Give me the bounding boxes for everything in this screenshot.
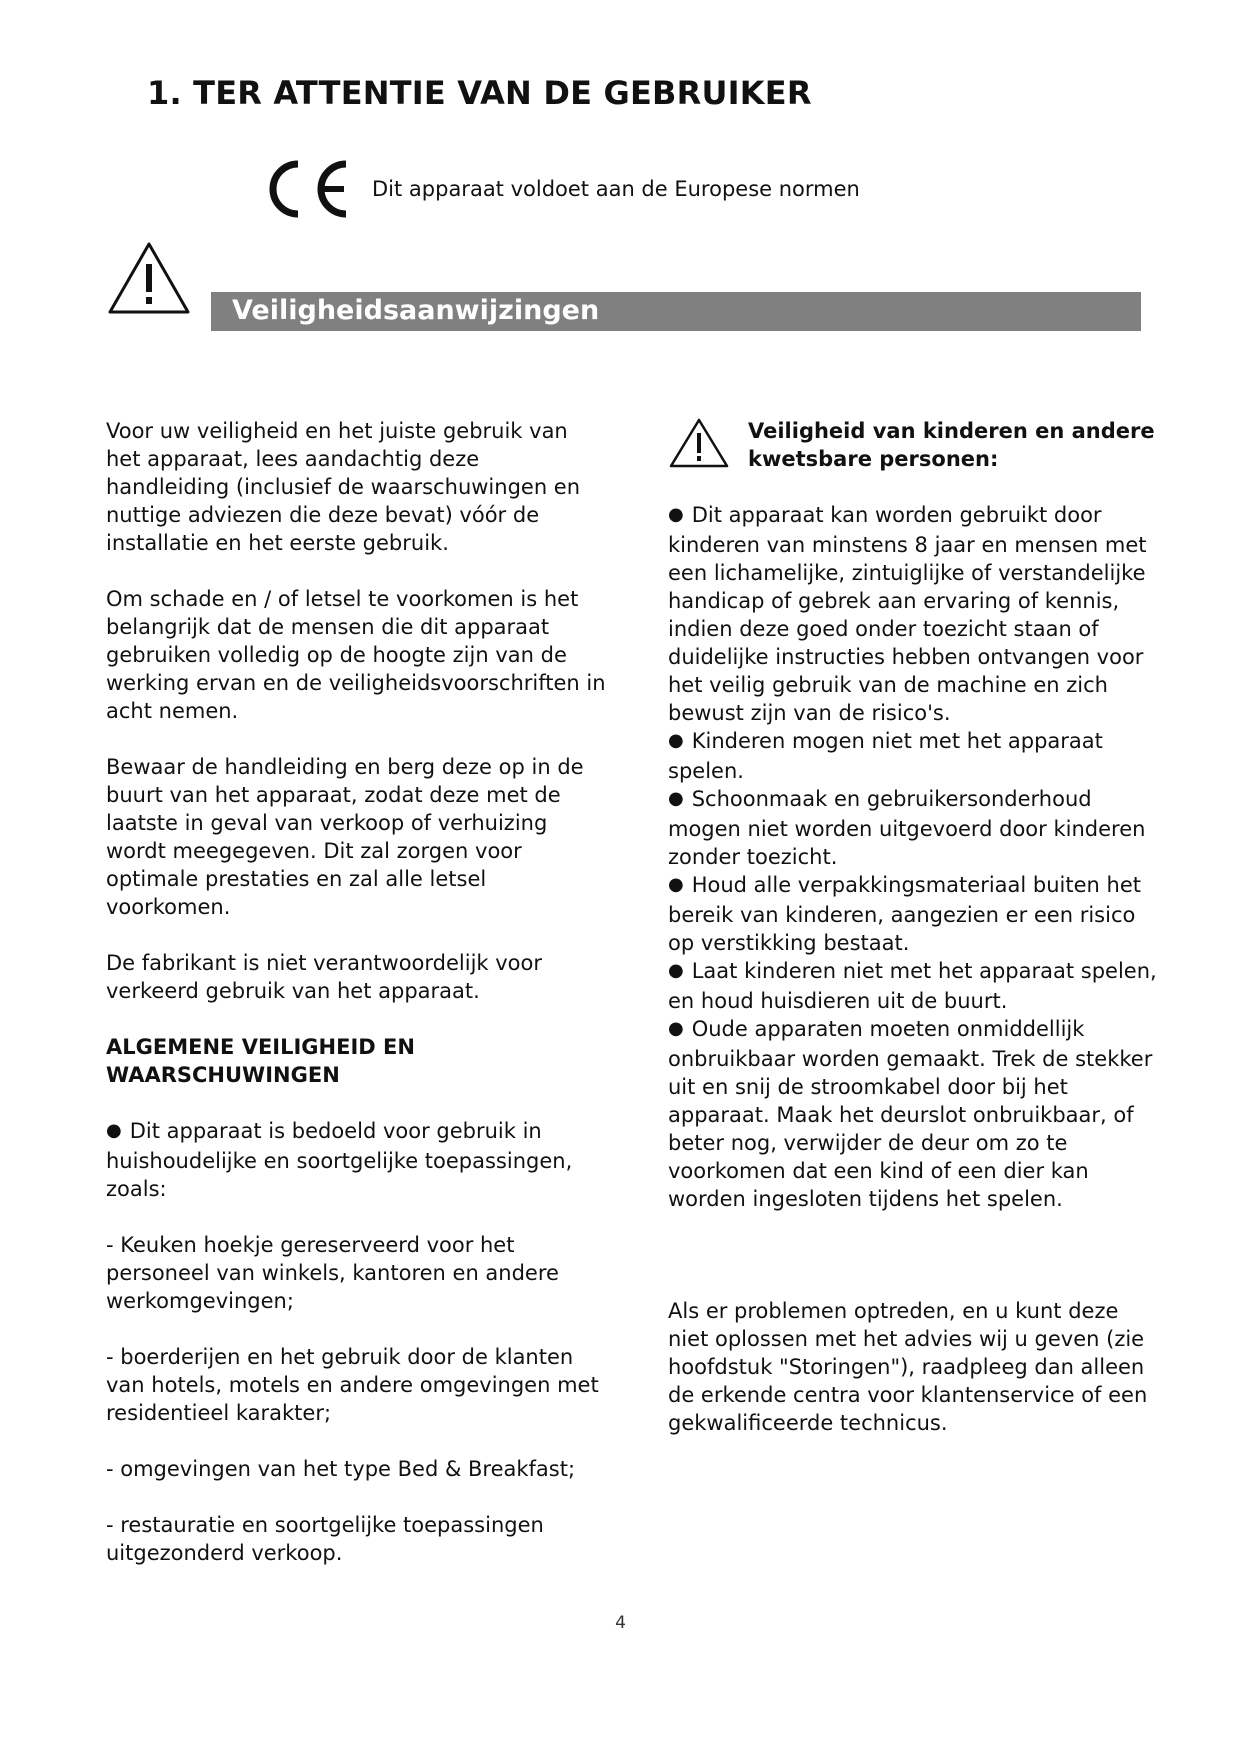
list-item: ● Dit apparaat kan worden gebruikt door kinderen van minstens 8 jaar en mensen met een lichamelijke, zintuiglijke of verstandelijke handicap of gebrek aan ervaring of kennis, indien deze goed onder toezicht staan of duidelijke instructies hebben ontvangen voor het veilig gebruik van de machine en zich bewust zijn van de risico's. bbox=[668, 503, 1147, 725]
list-item: - Keuken hoekje gereserveerd voor het personeel van winkels, kantoren en andere werkomgevingen; bbox=[106, 1233, 559, 1313]
bullet-icon: ● bbox=[668, 960, 684, 981]
bullet-icon: ● bbox=[668, 874, 684, 895]
list-item: ● Dit apparaat is bedoeld voor gebruik in huishoudelijke en soortgelijke toepassingen, zoals: bbox=[106, 1119, 573, 1201]
list-item: - omgevingen van het type Bed & Breakfast; bbox=[106, 1457, 576, 1481]
list-item: ● Houd alle verpakkingsmateriaal buiten het bereik van kinderen, aangezien er een risico op verstikking bestaat. bbox=[668, 873, 1141, 955]
general-safety-heading: ALGEMENE VEILIGHEID EN WAARSCHUWINGEN bbox=[106, 1035, 415, 1087]
children-safety-heading: Veiligheid van kinderen en andere kwetsbare personen: bbox=[748, 419, 1155, 471]
left-column bbox=[106, 417, 606, 1567]
list-item: - restauratie en soortgelijke toepassingen uitgezonderd verkoop. bbox=[106, 1513, 544, 1565]
page-title: 1. TER ATTENTIE VAN DE GEBRUIKER bbox=[147, 74, 812, 112]
right-column bbox=[668, 417, 1158, 1437]
list-item: ● Laat kinderen niet met het apparaat spelen, en houd huisdieren uit de buurt. bbox=[668, 959, 1157, 1013]
ce-compliance-text: Dit apparaat voldoet aan de Europese normen bbox=[372, 177, 860, 201]
liability-paragraph: De fabrikant is niet verantwoordelijk voor verkeerd gebruik van het apparaat. bbox=[106, 951, 543, 1003]
intro-paragraph: Voor uw veiligheid en het juiste gebruik van het apparaat, lees aandachtig deze handleiding (inclusief de waarschuwingen en nuttige adviezen die deze bevat) vóór de installatie en het eerste gebruik. bbox=[106, 419, 581, 555]
service-paragraph: Als er problemen optreden, en u kunt deze niet oplossen met het advies wij u geven (zie hoofdstuk "Storingen"), raadpleeg dan alleen de erkende centra voor klantenservice of een gekwalificeerde technicus. bbox=[668, 1299, 1148, 1435]
damage-paragraph: Om schade en / of letsel te voorkomen is het belangrijk dat de mensen die dit apparaat gebruiken volledig op de hoogte zijn van de werking ervan en de veiligheidsvoorschriften in acht nemen. bbox=[106, 587, 606, 723]
bullet-icon: ● bbox=[668, 730, 684, 751]
list-item: ● Schoonmaak en gebruikersonderhoud mogen niet worden uitgevoerd door kinderen zonder toezicht. bbox=[668, 787, 1146, 869]
storage-paragraph: Bewaar de handleiding en berg deze op in de buurt van het apparaat, zodat deze met de laatste in geval van verkoop of verhuizing wordt meegegeven. Dit zal zorgen voor optimale prestaties en zal alle letsel voorkomen. bbox=[106, 755, 584, 919]
page-number: 4 bbox=[615, 1613, 626, 1633]
bullet-icon: ● bbox=[668, 1018, 684, 1039]
warning-triangle-icon bbox=[106, 240, 192, 316]
section-banner bbox=[211, 292, 1141, 331]
bullet-icon: ● bbox=[668, 504, 684, 525]
section-banner-title: Veiligheidsaanwijzingen bbox=[232, 295, 600, 326]
warning-triangle-icon bbox=[668, 417, 730, 469]
bullet-icon: ● bbox=[106, 1120, 122, 1141]
list-item: - boerderijen en het gebruik door de klanten van hotels, motels en andere omgevingen met residentieel karakter; bbox=[106, 1345, 599, 1425]
ce-mark-icon bbox=[262, 158, 352, 220]
list-item: ● Oude apparaten moeten onmiddellijk onbruikbaar worden gemaakt. Trek de stekker uit en snij de stroomkabel door bij het apparaat. Maak het deurslot onbruikbaar, of beter nog, verwijder de deur om zo te voorkomen dat een kind of een dier kan worden ingesloten tijdens het spelen. bbox=[668, 1017, 1153, 1211]
children-safety-header bbox=[668, 417, 1158, 473]
list-item: ● Kinderen mogen niet met het apparaat spelen. bbox=[668, 729, 1103, 783]
bullet-icon: ● bbox=[668, 788, 684, 809]
